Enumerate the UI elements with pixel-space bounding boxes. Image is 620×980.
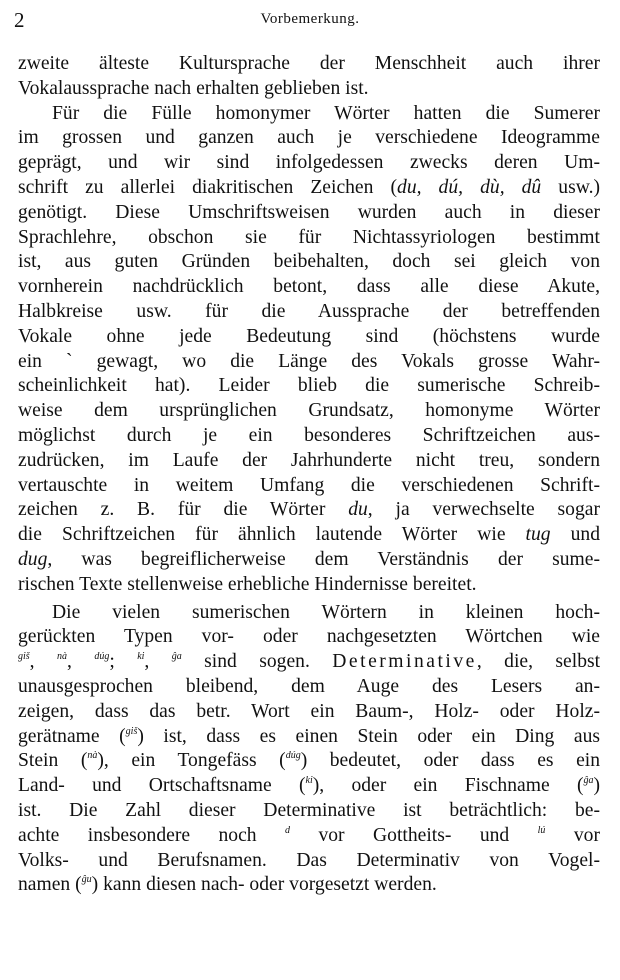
body-text — [18, 52, 600, 898]
text-segment: namen ( — [18, 874, 82, 896]
text-segment: und — [550, 524, 600, 546]
text-line: weise dem ursprünglichen Grundsatz, homonyme Wörter — [18, 400, 600, 422]
text-line: ein ` gewagt, wo die Länge des Vokals grosse Wahr- — [18, 350, 600, 372]
text-line — [18, 650, 600, 675]
text-line: Halbkreise usw. für die Aussprache der betreffenden — [18, 300, 600, 322]
determinative-superscript: dúg — [94, 651, 110, 663]
text-line: Vokale ohne jede Bedeutung sind (höchstens wurde — [18, 325, 600, 347]
determinative-superscript: ĝa — [583, 775, 594, 787]
text-line: Volks- und Berufsnamen. Das Determinativ von Vogel- — [18, 849, 600, 871]
text-segment: , was begreiflicherweise dem Verständnis der sume- — [47, 548, 600, 570]
text-segment: zeichen z. B. für die Wörter — [18, 499, 349, 521]
text-line: rischen Texte stellenweise erhebliche Hindernisse bereitet. — [18, 573, 477, 595]
text-segment: Stein ( — [18, 750, 88, 772]
text-segment: sind sogen. — [181, 651, 333, 673]
italic-term: du — [348, 499, 368, 521]
text-line: Für die Fülle homonymer Wörter hatten die Sumerer — [52, 102, 600, 124]
determinative-superscript: lú — [537, 824, 546, 836]
text-line — [18, 873, 600, 898]
text-line — [18, 523, 600, 548]
determinative-superscript: nà — [57, 651, 67, 663]
text-line: möglichst durch je ein besonderes Schriftzeichen aus- — [18, 424, 600, 446]
text-line — [18, 498, 600, 523]
text-line: Sprachlehre, obschon sie für Nichtassyriologen bestimmt — [18, 226, 600, 248]
italic-term: tug — [525, 524, 551, 546]
determinative-superscript: ĝu — [81, 874, 92, 886]
text-line — [18, 176, 600, 201]
text-segment: , ja verwechselte sogar — [367, 499, 600, 521]
determinative-superscript: dúg — [285, 750, 301, 762]
text-line: genötigt. Diese Umschriftsweisen wurden auch in dieser — [18, 201, 600, 223]
text-segment: ) kann diesen nach- oder vorgesetzt werden. — [91, 874, 437, 896]
italic-term: du, dú, dù, dû — [397, 176, 542, 198]
text-line: Vokalaussprache nach erhalten geblieben ist. — [18, 77, 369, 99]
determinative-superscript: ki — [305, 775, 313, 787]
text-segment: achte insbesondere noch — [18, 824, 286, 846]
text-line — [18, 774, 600, 799]
text-line: unausgesprochen bleibend, dem Auge des Lesers an- — [18, 675, 600, 697]
text-line: ist. Die Zahl dieser Determinative ist beträchtlich: be- — [18, 799, 600, 821]
text-segment: ) bedeutet, oder dass es ein — [300, 750, 600, 772]
text-segment: vor — [545, 824, 600, 846]
text-line — [18, 749, 600, 774]
italic-term: dug — [18, 548, 48, 570]
text-segment: vor Gottheits- und — [290, 824, 538, 846]
text-line: zudrücken, im Laufe der Jahrhunderte nicht treu, sondern — [18, 449, 600, 471]
text-segment: , — [67, 651, 95, 673]
text-line: geprägt, und wir sind infolgedessen zwecks deren Um- — [18, 152, 600, 174]
page-number: 2 — [14, 8, 25, 32]
text-line: Die vielen sumerischen Wörtern in kleinen hoch- — [52, 601, 600, 623]
spaced-term: Determinative — [332, 651, 477, 673]
text-segment: ; — [109, 651, 138, 673]
text-segment: die Schriftzeichen für ähnlich lautende Wörter wie — [18, 524, 526, 546]
text-segment: ), oder ein Fischname ( — [312, 775, 584, 797]
determinative-superscript: nà — [87, 750, 98, 762]
text-line: vertauschte in weitem Umfang die verschiedenen Schrift- — [18, 474, 600, 496]
page-header — [14, 6, 606, 36]
text-segment: schrift zu allerlei diakritischen Zeichen ( — [18, 176, 398, 198]
text-line: zweite älteste Kultursprache der Menschheit auch ihrer — [18, 53, 600, 74]
running-title: Vorbemerkung. — [260, 11, 360, 27]
text-segment: ), ein Tongefäss ( — [97, 750, 286, 772]
text-segment: , — [144, 651, 172, 673]
text-segment: usw.) — [541, 176, 600, 198]
text-line: zeigen, dass das betr. Wort ein Baum-, Holz- oder Holz- — [18, 700, 600, 722]
text-segment: , die, selbst — [476, 651, 600, 673]
determinative-superscript: giš — [125, 725, 138, 737]
text-segment: , — [29, 651, 57, 673]
text-line: gerückten Typen vor- oder nachgesetzten Wörtchen wie — [18, 626, 600, 648]
text-line: ist, aus guten Gründen beibehalten, doch sei gleich von — [18, 251, 600, 273]
determinative-superscript: ĝa — [171, 651, 182, 663]
text-line: scheinlichkeit hat). Leider blieb die sumerische Schreib- — [18, 375, 600, 397]
text-segment: ) ist, dass es einen Stein oder ein Ding aus — [137, 725, 600, 747]
determinative-superscript: giš — [18, 651, 30, 663]
determinative-superscript: d — [285, 824, 291, 836]
text-line: im grossen und ganzen auch je verschiedene Ideogramme — [18, 127, 600, 149]
text-line — [18, 725, 600, 750]
text-line — [18, 824, 600, 849]
text-line — [18, 548, 600, 573]
text-segment: ) — [593, 775, 600, 797]
determinative-superscript: ki — [137, 651, 145, 663]
text-segment: Land- und Ortschaftsname ( — [18, 775, 306, 797]
text-line: vornherein nachdrücklich betont, dass alle diese Akute, — [18, 276, 600, 298]
text-segment: gerätname ( — [18, 725, 126, 747]
